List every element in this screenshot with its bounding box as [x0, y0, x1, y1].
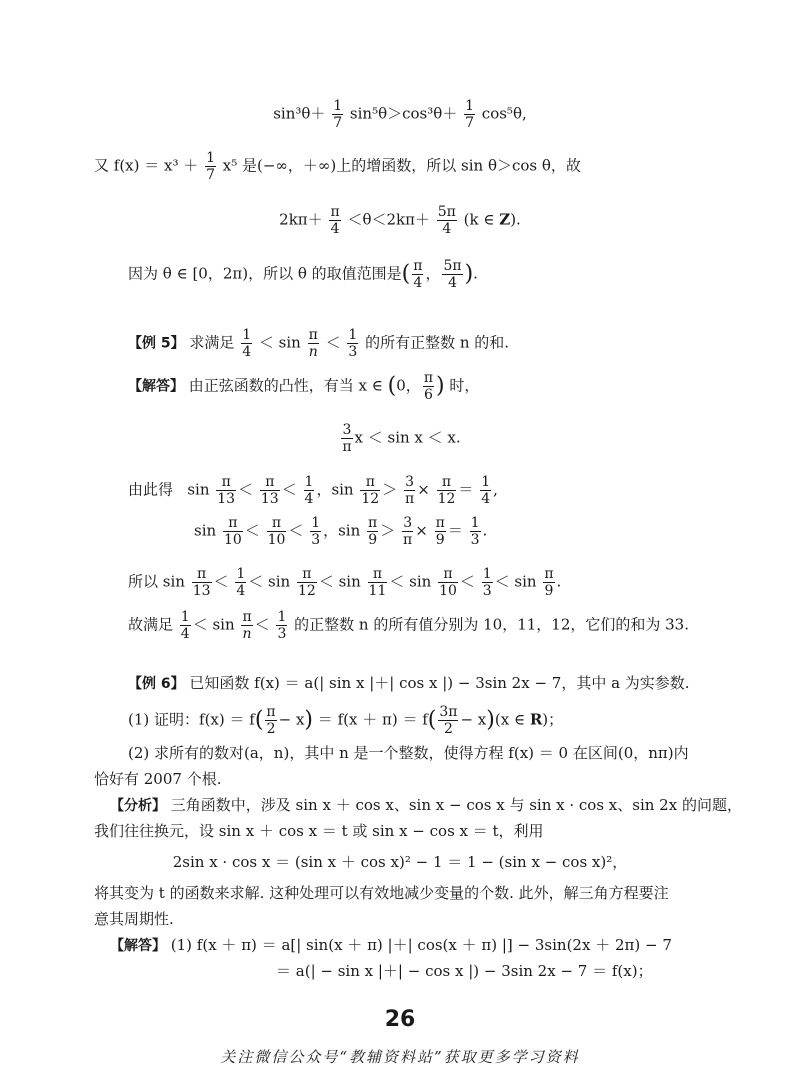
text: 已知函数 f(x) ＝ a(| sin x |＋| cos x |) − 3sin 2x − 7，其中 a 为实参数.	[189, 674, 690, 692]
analysis-line-4: 意其周期性.	[94, 910, 174, 928]
footer-note: 关注微信公众号“教辅资料站”获取更多学习资料	[220, 1048, 580, 1066]
fraction: $\frac{\pi}{4}$	[330, 204, 340, 237]
analysis-line-3: 将其变为 t 的函数来求解. 这种处理可以有效地减少变量的个数. 此外，解三角方程要注	[94, 884, 669, 902]
formula-line-3	[0, 204, 800, 237]
analysis-tag: 【分析】	[110, 798, 166, 814]
solution-2-line-2: ＝ a(| − sin x |＋| − cos x |) − 3sin 2x − 7 ＝ f(x)；	[276, 962, 653, 980]
analysis-line-2: 我们往往换元，设 sin x ＋ cos x ＝ t 或 sin x − cos x ＝ t，利用	[94, 822, 544, 840]
analysis-line-1: 【分析】 三角函数中，涉及 sin x ＋ cos x、sin x − cos x 与 sin x · cos x、sin 2x 的问题，	[110, 796, 742, 814]
solution-tag: 【解答】	[110, 938, 166, 954]
text: ³θ＋	[427, 104, 458, 123]
inequality-line	[0, 422, 800, 455]
solution-2-line-1: 【解答】 (1) f(x ＋ π) ＝ a[| sin(x ＋ π) |＋| cos(x ＋ π) |] − 3sin(2x ＋ 2π) − 7	[110, 936, 672, 954]
text: 由此得	[128, 480, 174, 499]
fraction: $\frac{1}{7}$	[465, 98, 475, 131]
text: 又 f(x) ＝ x	[94, 156, 173, 175]
text: ＜θ＜2kπ＋	[347, 210, 430, 229]
fraction: $\frac{1}{4}$	[242, 327, 252, 360]
text: ³θ＋	[295, 104, 326, 123]
text: sin	[273, 104, 296, 123]
text: ＜ sin	[258, 333, 301, 352]
example-6-title	[128, 672, 690, 695]
solution-line-1: 【解答】 由正弦函数的凸性，有当 x ∈ (0， $\frac{\pi}{6}$ ) 时，	[128, 370, 480, 403]
fraction: $\frac{\pi}{n}$	[308, 327, 318, 360]
text: ³ ＋	[172, 156, 199, 175]
result-line-4: 故满足 $\frac{1}{4}$ ＜ sin $\frac{\pi}{n}$ ＜ $\frac{1}{3}$ 的正整数 n 的所有值分别为 10，11，12，它们的和为 33.	[128, 609, 689, 642]
part-1-line: (1) 证明：f(x) ＝ f( $\frac{\pi}{2}$ − x) ＝ f(x ＋ π) ＝ f( $\frac{3\pi}{2}$ − x)(x ∈ R)；	[128, 704, 564, 737]
result-line-1: 由此得 sin $\frac{\pi}{13}$ ＜ $\frac{\pi}{13}$ ＜ $\frac{1}{4}$ ，sin $\frac{\pi}{12}$ ＞ $\frac{3}{\pi}$ × $\frac{\pi}{12}$ ＝ $\frac{1}{4}$ ,	[128, 474, 498, 507]
part-2-line-1: (2) 求所有的数对(a，n)，其中 n 是一个整数，使得方程 f(x) ＝ 0 在区间(0，nπ)内	[128, 744, 689, 762]
fraction: $\frac{5\pi}{4}$	[443, 258, 462, 291]
result-line-2: sin $\frac{\pi}{10}$ ＜ $\frac{\pi}{10}$ ＜ $\frac{1}{3}$ ，sin $\frac{\pi}{9}$ ＞ $\frac{3}{\pi}$ × $\frac{\pi}{9}$ ＝ $\frac{1}{3}$ .	[194, 515, 488, 548]
fraction: $\frac{5\pi}{4}$	[437, 204, 456, 237]
example-tag: 【例 6】	[128, 676, 185, 692]
text: cos⁵θ,	[481, 104, 527, 123]
text: ＜	[325, 333, 341, 352]
text: x ＜ sin x ＜ x.	[354, 428, 461, 447]
fraction: $\frac{3}{\pi}$	[342, 422, 352, 455]
text: 2kπ＋	[279, 210, 323, 229]
text: ⁵θ＞cos	[372, 104, 428, 123]
text: (k ∈	[463, 210, 500, 229]
text: 因为 θ ∈ [0，2π)，所以 θ 的取值范围是	[128, 264, 402, 283]
fraction: $\frac{1}{7}$	[333, 98, 343, 131]
part-2-line-2: 恰好有 2007 个根.	[94, 770, 222, 788]
analysis-formula: 2sin x · cos x ＝ (sin x ＋ cos x)² − 1 ＝ 1 − (sin x − cos x)²，	[172, 853, 628, 871]
text-line-4: 因为 θ ∈ [0，2π)，所以 θ 的取值范围是( $\frac{\pi}{4}$ ， $\frac{5\pi}{4}$ ).	[128, 258, 478, 291]
fraction: $\frac{1}{7}$	[206, 150, 215, 183]
text: ).	[510, 210, 521, 229]
text: Z	[499, 210, 511, 229]
text: 求满足	[189, 333, 235, 352]
fraction: $\frac{\pi}{6}$	[423, 370, 434, 403]
fraction: $\frac{1}{3}$	[348, 327, 358, 360]
formula-line-1	[0, 98, 800, 131]
text-line-2	[94, 150, 581, 183]
example-5-title	[128, 327, 509, 360]
text: 时，	[449, 376, 480, 395]
text: 由正弦函数的凸性，有当 x ∈	[188, 376, 383, 395]
page-number: 26	[384, 1007, 416, 1032]
solution-tag: 【解答】	[128, 378, 184, 395]
result-line-3: 所以 sin $\frac{\pi}{13}$ ＜ $\frac{1}{4}$ ＜ sin $\frac{\pi}{12}$ ＜ sin $\frac{\pi}{11}$ ＜ sin $\frac{\pi}{10}$ ＜ $\frac{1}{3}$ ＜ sin $\frac{\pi}{9}$ .	[128, 566, 562, 599]
text: 的所有正整数 n 的和.	[365, 333, 510, 352]
example-tag: 【例 5】	[128, 335, 185, 352]
fraction: $\frac{\pi}{4}$	[413, 258, 423, 291]
text: x⁵ 是(−∞，＋∞)上的增函数，所以 sin θ＞cos θ，故	[222, 156, 581, 175]
text: sin	[349, 104, 373, 123]
